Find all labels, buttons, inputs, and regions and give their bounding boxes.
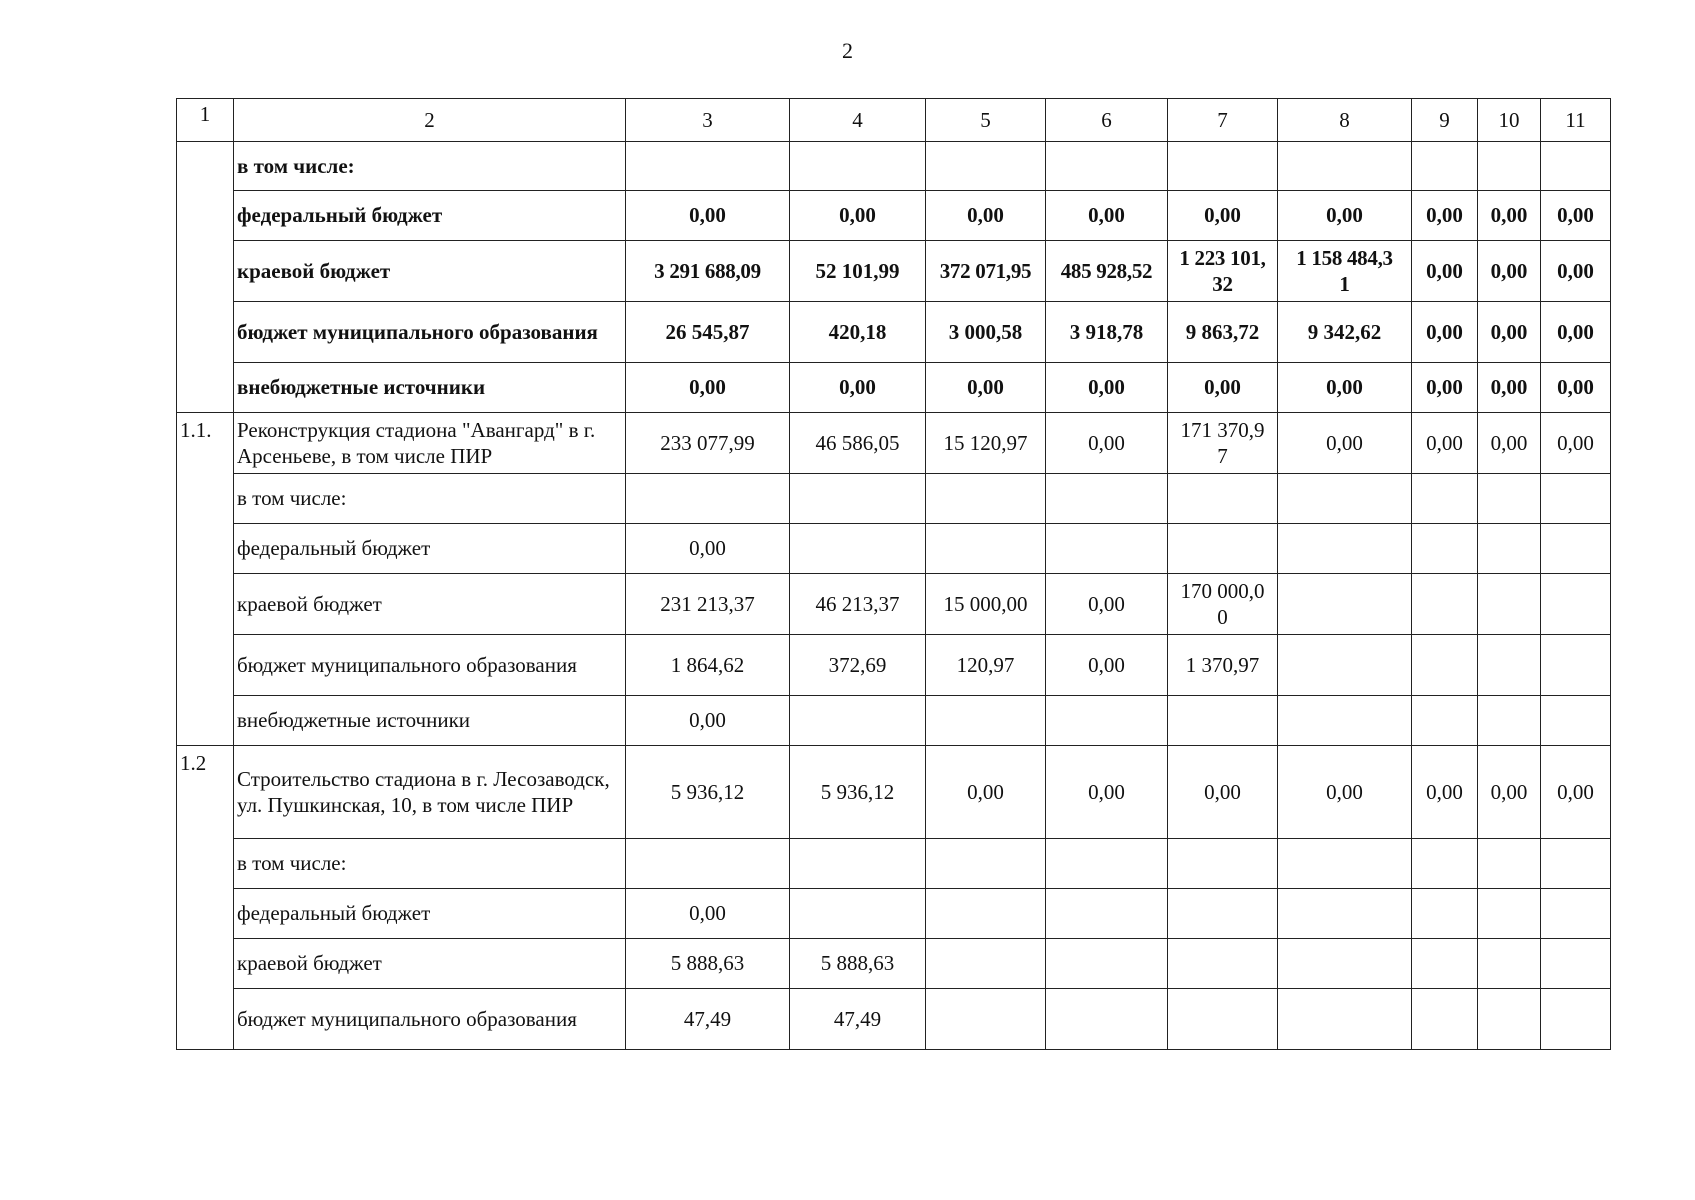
value-cell [1046, 524, 1168, 574]
value-cell [1278, 889, 1412, 939]
value-cell [790, 889, 926, 939]
value-cell: 1 864,62 [626, 635, 790, 696]
value-cell: 0,00 [1046, 746, 1168, 839]
table-row [177, 574, 1611, 635]
value-cell [1541, 574, 1611, 635]
value-cell [1412, 989, 1478, 1050]
value-cell: 0,00 [1046, 191, 1168, 241]
value-cell: 47,49 [790, 989, 926, 1050]
value-cell [626, 474, 790, 524]
value-cell [1278, 839, 1412, 889]
value-cell: 9 863,72 [1168, 302, 1278, 363]
header-row [177, 99, 1611, 142]
value-cell: 0,00 [1541, 363, 1611, 413]
value-cell: 15 000,00 [926, 574, 1046, 635]
value-cell: 0,00 [1541, 302, 1611, 363]
value-cell [1478, 574, 1541, 635]
page-number: 2 [842, 38, 853, 63]
value-cell [926, 839, 1046, 889]
value-cell [626, 142, 790, 191]
value-cell: 15 120,97 [926, 413, 1046, 474]
value-cell: 0,00 [1046, 635, 1168, 696]
value-cell [1541, 939, 1611, 989]
value-cell [1541, 889, 1611, 939]
value-cell [1478, 939, 1541, 989]
value-cell [1168, 939, 1278, 989]
value-cell: 5 936,12 [626, 746, 790, 839]
column-header: 9 [1412, 99, 1478, 142]
value-cell [1168, 524, 1278, 574]
value-cell: 0,00 [1478, 241, 1541, 302]
column-header: 8 [1278, 99, 1412, 142]
value-cell: 0,00 [1168, 746, 1278, 839]
value-cell: 120,97 [926, 635, 1046, 696]
value-cell [1478, 889, 1541, 939]
value-cell [1168, 989, 1278, 1050]
value-cell [1278, 939, 1412, 989]
value-cell: 0,00 [626, 696, 790, 746]
value-cell [1541, 635, 1611, 696]
value-cell [1278, 635, 1412, 696]
table-row [177, 635, 1611, 696]
value-cell [1478, 142, 1541, 191]
value-cell: 46 213,37 [790, 574, 926, 635]
row-description: в том числе: [234, 142, 626, 191]
value-cell: 0,00 [1278, 191, 1412, 241]
value-cell: 0,00 [1541, 241, 1611, 302]
table-row [177, 696, 1611, 746]
value-cell [1168, 142, 1278, 191]
value-cell [1278, 142, 1412, 191]
value-cell: 5 888,63 [790, 939, 926, 989]
value-cell: 372,69 [790, 635, 926, 696]
budget-table [176, 98, 1611, 1050]
value-cell: 0,00 [626, 889, 790, 939]
row-description: внебюджетные источники [234, 696, 626, 746]
value-cell: 233 077,99 [626, 413, 790, 474]
value-cell [1412, 574, 1478, 635]
value-cell [926, 524, 1046, 574]
value-cell: 0,00 [1412, 363, 1478, 413]
row-description: краевой бюджет [234, 574, 626, 635]
value-cell: 5 888,63 [626, 939, 790, 989]
column-header: 5 [926, 99, 1046, 142]
value-cell [926, 939, 1046, 989]
column-header: 7 [1168, 99, 1278, 142]
table-row [177, 413, 1611, 474]
value-cell: 1 370,97 [1168, 635, 1278, 696]
item-number: 1.1. [177, 413, 234, 746]
value-cell [1046, 474, 1168, 524]
value-cell [1278, 574, 1412, 635]
row-description: федеральный бюджет [234, 889, 626, 939]
table-row [177, 939, 1611, 989]
value-cell [1168, 696, 1278, 746]
value-cell: 0,00 [1046, 574, 1168, 635]
value-cell [1541, 474, 1611, 524]
value-cell [1046, 889, 1168, 939]
value-cell: 47,49 [626, 989, 790, 1050]
item-number: 1.2 [177, 746, 234, 1050]
value-cell: 0,00 [1278, 363, 1412, 413]
table-row [177, 989, 1611, 1050]
value-cell [626, 839, 790, 889]
value-cell: 3 918,78 [1046, 302, 1168, 363]
value-cell: 3 000,58 [926, 302, 1046, 363]
column-header: 1 [177, 99, 234, 142]
value-cell [1412, 524, 1478, 574]
value-cell: 231 213,37 [626, 574, 790, 635]
value-cell: 0,00 [1412, 191, 1478, 241]
row-description: Строительство стадиона в г. Лесозаводск, ул. Пушкинская, 10, в том числе ПИР [234, 746, 626, 839]
value-cell: 0,00 [626, 191, 790, 241]
value-cell [1478, 839, 1541, 889]
value-cell [1046, 696, 1168, 746]
value-cell [790, 696, 926, 746]
table-row [177, 889, 1611, 939]
value-cell [926, 474, 1046, 524]
table-row [177, 524, 1611, 574]
table-row [177, 241, 1611, 302]
value-cell [926, 142, 1046, 191]
value-cell: 0,00 [926, 746, 1046, 839]
value-cell: 0,00 [1412, 413, 1478, 474]
value-cell [790, 524, 926, 574]
value-cell: 0,00 [1541, 746, 1611, 839]
value-cell [1478, 635, 1541, 696]
value-cell [1168, 839, 1278, 889]
value-cell: 0,00 [1478, 363, 1541, 413]
value-cell: 0,00 [790, 363, 926, 413]
value-cell: 0,00 [626, 363, 790, 413]
value-cell: 0,00 [1278, 746, 1412, 839]
value-cell [1278, 524, 1412, 574]
value-cell [1046, 939, 1168, 989]
value-cell [1478, 696, 1541, 746]
value-cell: 0,00 [1478, 746, 1541, 839]
value-cell: 1 158 484,3 1 [1278, 241, 1412, 302]
value-cell: 0,00 [926, 363, 1046, 413]
value-cell: 0,00 [1046, 363, 1168, 413]
value-cell: 0,00 [1412, 746, 1478, 839]
row-description: в том числе: [234, 839, 626, 889]
value-cell [1541, 696, 1611, 746]
value-cell [790, 839, 926, 889]
value-cell [1412, 839, 1478, 889]
value-cell [1412, 889, 1478, 939]
value-cell [790, 474, 926, 524]
row-description: бюджет муниципального образования [234, 635, 626, 696]
value-cell [1412, 474, 1478, 524]
table-row [177, 302, 1611, 363]
value-cell: 46 586,05 [790, 413, 926, 474]
value-cell: 0,00 [926, 191, 1046, 241]
value-cell: 0,00 [1478, 302, 1541, 363]
value-cell [1278, 474, 1412, 524]
value-cell: 0,00 [1412, 241, 1478, 302]
value-cell: 0,00 [1541, 413, 1611, 474]
value-cell [1046, 142, 1168, 191]
value-cell [1412, 142, 1478, 191]
value-cell [1046, 839, 1168, 889]
value-cell [1478, 524, 1541, 574]
value-cell: 485 928,52 [1046, 241, 1168, 302]
value-cell: 0,00 [1168, 191, 1278, 241]
item-number [177, 142, 234, 413]
value-cell [1478, 474, 1541, 524]
value-cell [1278, 989, 1412, 1050]
value-cell [1478, 989, 1541, 1050]
value-cell [1168, 474, 1278, 524]
value-cell: 26 545,87 [626, 302, 790, 363]
value-cell: 0,00 [1278, 413, 1412, 474]
table-row [177, 839, 1611, 889]
value-cell: 372 071,95 [926, 241, 1046, 302]
column-header: 10 [1478, 99, 1541, 142]
row-description: краевой бюджет [234, 939, 626, 989]
column-header: 4 [790, 99, 926, 142]
value-cell: 1 223 101, 32 [1168, 241, 1278, 302]
row-description: бюджет муниципального образования [234, 302, 626, 363]
value-cell: 171 370,9 7 [1168, 413, 1278, 474]
row-description: федеральный бюджет [234, 524, 626, 574]
value-cell: 52 101,99 [790, 241, 926, 302]
column-header: 6 [1046, 99, 1168, 142]
row-description: в том числе: [234, 474, 626, 524]
value-cell: 5 936,12 [790, 746, 926, 839]
value-cell [790, 142, 926, 191]
value-cell [1412, 635, 1478, 696]
table-row [177, 474, 1611, 524]
value-cell [1541, 142, 1611, 191]
value-cell [1168, 889, 1278, 939]
value-cell: 3 291 688,09 [626, 241, 790, 302]
table-row [177, 363, 1611, 413]
value-cell: 9 342,62 [1278, 302, 1412, 363]
value-cell [1278, 696, 1412, 746]
value-cell [926, 696, 1046, 746]
table-row [177, 191, 1611, 241]
row-description: федеральный бюджет [234, 191, 626, 241]
value-cell [926, 889, 1046, 939]
value-cell [1541, 524, 1611, 574]
value-cell: 0,00 [1478, 413, 1541, 474]
row-description: бюджет муниципального образования [234, 989, 626, 1050]
value-cell: 0,00 [1168, 363, 1278, 413]
value-cell: 420,18 [790, 302, 926, 363]
value-cell: 0,00 [1478, 191, 1541, 241]
value-cell [1412, 696, 1478, 746]
row-description: краевой бюджет [234, 241, 626, 302]
value-cell [1046, 989, 1168, 1050]
value-cell: 0,00 [626, 524, 790, 574]
row-description: внебюджетные источники [234, 363, 626, 413]
value-cell [926, 989, 1046, 1050]
table-row [177, 746, 1611, 839]
table-row [177, 142, 1611, 191]
value-cell: 170 000,0 0 [1168, 574, 1278, 635]
value-cell [1412, 939, 1478, 989]
column-header: 11 [1541, 99, 1611, 142]
column-header: 3 [626, 99, 790, 142]
row-description: Реконструкция стадиона "Авангард" в г. Арсеньеве, в том числе ПИР [234, 413, 626, 474]
value-cell: 0,00 [1412, 302, 1478, 363]
column-header: 2 [234, 99, 626, 142]
value-cell: 0,00 [1046, 413, 1168, 474]
value-cell [1541, 839, 1611, 889]
value-cell: 0,00 [1541, 191, 1611, 241]
value-cell: 0,00 [790, 191, 926, 241]
value-cell [1541, 989, 1611, 1050]
